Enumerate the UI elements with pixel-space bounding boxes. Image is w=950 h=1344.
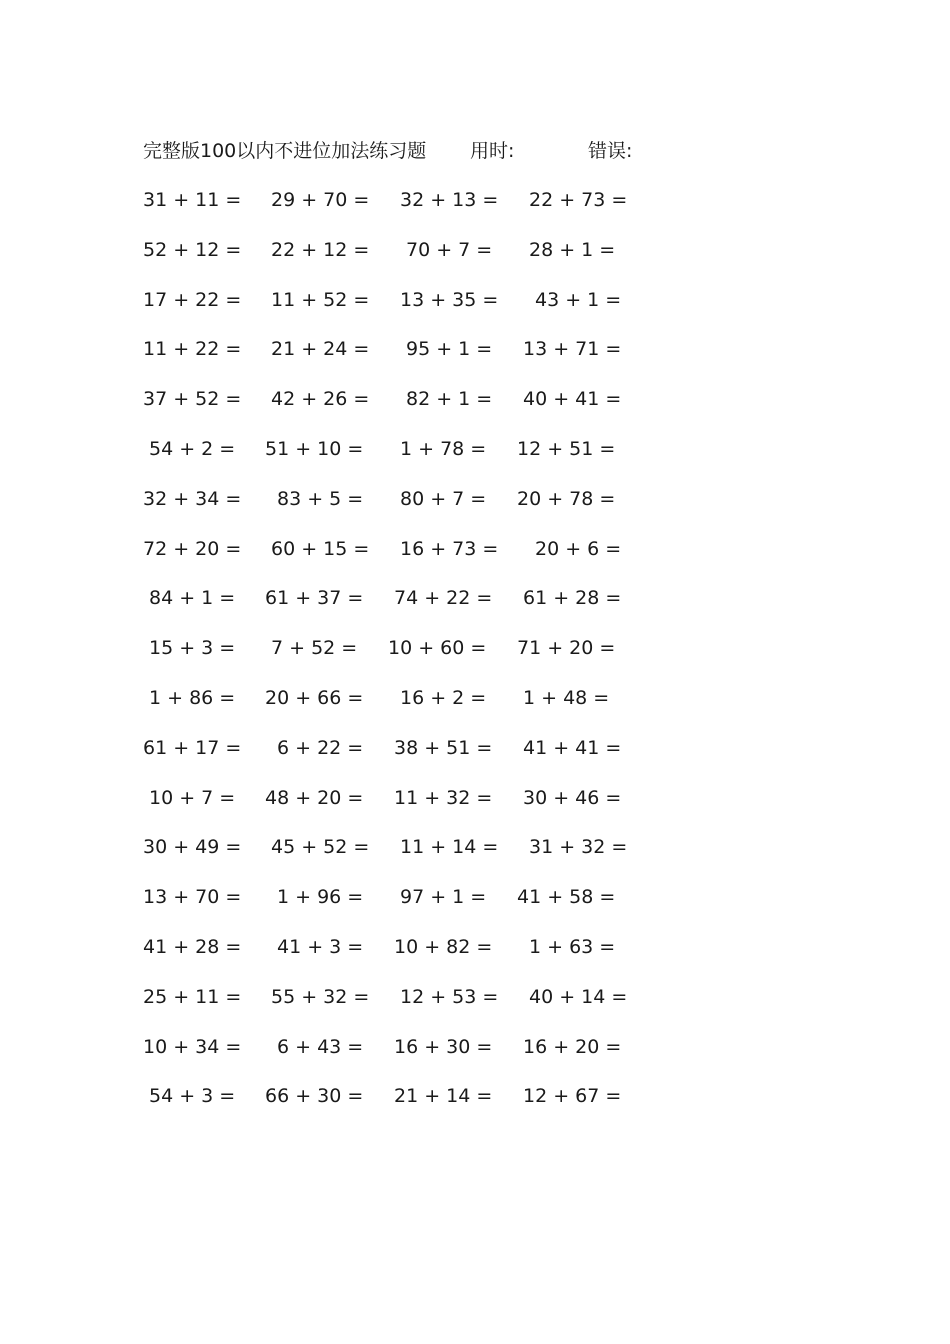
problem-item: 72 + 20 = xyxy=(143,537,242,560)
problem-item: 40 + 14 = xyxy=(529,985,628,1008)
problem-item: 16 + 73 = xyxy=(400,537,499,560)
problem-item: 42 + 26 = xyxy=(271,388,370,411)
problem-row xyxy=(0,983,950,1033)
problem-item: 11 + 22 = xyxy=(143,338,242,361)
problem-row xyxy=(0,833,950,883)
problem-item: 41 + 58 = xyxy=(517,886,616,909)
problem-item: 61 + 37 = xyxy=(265,587,364,610)
problem-row xyxy=(0,784,950,834)
problem-grid xyxy=(0,186,950,1132)
problem-item: 11 + 32 = xyxy=(394,786,493,809)
problem-item: 1 + 86 = xyxy=(149,686,236,709)
problem-row xyxy=(0,335,950,385)
problem-item: 41 + 41 = xyxy=(523,736,622,759)
problem-item: 22 + 73 = xyxy=(529,189,628,211)
problem-item: 32 + 34 = xyxy=(143,487,242,510)
problem-item: 30 + 46 = xyxy=(523,786,622,809)
problem-item: 28 + 1 = xyxy=(529,238,616,261)
problem-item: 1 + 63 = xyxy=(529,935,616,958)
problem-row xyxy=(0,933,950,983)
problem-row xyxy=(0,634,950,684)
problem-row xyxy=(0,286,950,336)
problem-item: 13 + 35 = xyxy=(400,288,499,311)
problem-item: 32 + 13 = xyxy=(400,189,499,211)
problem-item: 21 + 24 = xyxy=(271,338,370,361)
problem-item: 54 + 3 = xyxy=(149,1085,236,1108)
problem-row xyxy=(0,236,950,286)
problem-row xyxy=(0,734,950,784)
problem-item: 80 + 7 = xyxy=(400,487,487,510)
problem-item: 25 + 11 = xyxy=(143,985,242,1008)
problem-item: 11 + 14 = xyxy=(400,836,499,859)
error-count-label: 错误: xyxy=(588,140,633,162)
problem-item: 1 + 48 = xyxy=(523,686,610,709)
problem-item: 54 + 2 = xyxy=(149,437,236,460)
problem-item: 22 + 12 = xyxy=(271,238,370,261)
problem-item: 41 + 3 = xyxy=(277,935,364,958)
problem-item: 7 + 52 = xyxy=(271,637,358,660)
problem-item: 82 + 1 = xyxy=(406,388,493,411)
problem-item: 16 + 20 = xyxy=(523,1035,622,1058)
worksheet-title: 完整版100以内不进位加法练习题 xyxy=(143,140,427,162)
problem-row xyxy=(0,1033,950,1083)
problem-item: 12 + 53 = xyxy=(400,985,499,1008)
problem-item: 61 + 17 = xyxy=(143,736,242,759)
problem-item: 83 + 5 = xyxy=(277,487,364,510)
problem-item: 11 + 52 = xyxy=(271,288,370,311)
problem-item: 38 + 51 = xyxy=(394,736,493,759)
problem-row xyxy=(0,584,950,634)
problem-item: 12 + 51 = xyxy=(517,437,616,460)
problem-item: 37 + 52 = xyxy=(143,388,242,411)
problem-row xyxy=(0,485,950,535)
problem-item: 31 + 32 = xyxy=(529,836,628,859)
problem-item: 6 + 22 = xyxy=(277,736,364,759)
problem-item: 48 + 20 = xyxy=(265,786,364,809)
problem-item: 84 + 1 = xyxy=(149,587,236,610)
problem-item: 40 + 41 = xyxy=(523,388,622,411)
problem-item: 21 + 14 = xyxy=(394,1085,493,1108)
problem-item: 66 + 30 = xyxy=(265,1085,364,1108)
problem-item: 17 + 22 = xyxy=(143,288,242,311)
problem-row xyxy=(0,1082,950,1132)
problem-row xyxy=(0,535,950,585)
problem-item: 16 + 30 = xyxy=(394,1035,493,1058)
problem-item: 31 + 11 = xyxy=(143,189,242,211)
problem-row xyxy=(0,684,950,734)
problem-item: 70 + 7 = xyxy=(406,238,493,261)
problem-item: 15 + 3 = xyxy=(149,637,236,660)
problem-item: 20 + 78 = xyxy=(517,487,616,510)
problem-item: 16 + 2 = xyxy=(400,686,487,709)
problem-item: 10 + 7 = xyxy=(149,786,236,809)
problem-item: 41 + 28 = xyxy=(143,935,242,958)
problem-item: 20 + 66 = xyxy=(265,686,364,709)
problem-row xyxy=(0,883,950,933)
problem-item: 12 + 67 = xyxy=(523,1085,622,1108)
problem-item: 71 + 20 = xyxy=(517,637,616,660)
problem-item: 52 + 12 = xyxy=(143,238,242,261)
problem-item: 29 + 70 = xyxy=(271,189,370,211)
problem-item: 10 + 82 = xyxy=(394,935,493,958)
time-used-label: 用时: xyxy=(470,140,515,162)
problem-item: 10 + 34 = xyxy=(143,1035,242,1058)
problem-item: 45 + 52 = xyxy=(271,836,370,859)
problem-item: 30 + 49 = xyxy=(143,836,242,859)
problem-item: 1 + 96 = xyxy=(277,886,364,909)
problem-item: 10 + 60 = xyxy=(388,637,487,660)
problem-row xyxy=(0,435,950,485)
problem-item: 97 + 1 = xyxy=(400,886,487,909)
problem-row xyxy=(0,186,950,236)
problem-item: 13 + 71 = xyxy=(523,338,622,361)
problem-item: 55 + 32 = xyxy=(271,985,370,1008)
problem-item: 1 + 78 = xyxy=(400,437,487,460)
worksheet-header xyxy=(143,137,703,165)
problem-item: 95 + 1 = xyxy=(406,338,493,361)
problem-item: 61 + 28 = xyxy=(523,587,622,610)
problem-item: 51 + 10 = xyxy=(265,437,364,460)
problem-item: 60 + 15 = xyxy=(271,537,370,560)
problem-item: 20 + 6 = xyxy=(535,537,622,560)
problem-item: 43 + 1 = xyxy=(535,288,622,311)
problem-item: 6 + 43 = xyxy=(277,1035,364,1058)
problem-row xyxy=(0,385,950,435)
problem-item: 13 + 70 = xyxy=(143,886,242,909)
problem-item: 74 + 22 = xyxy=(394,587,493,610)
